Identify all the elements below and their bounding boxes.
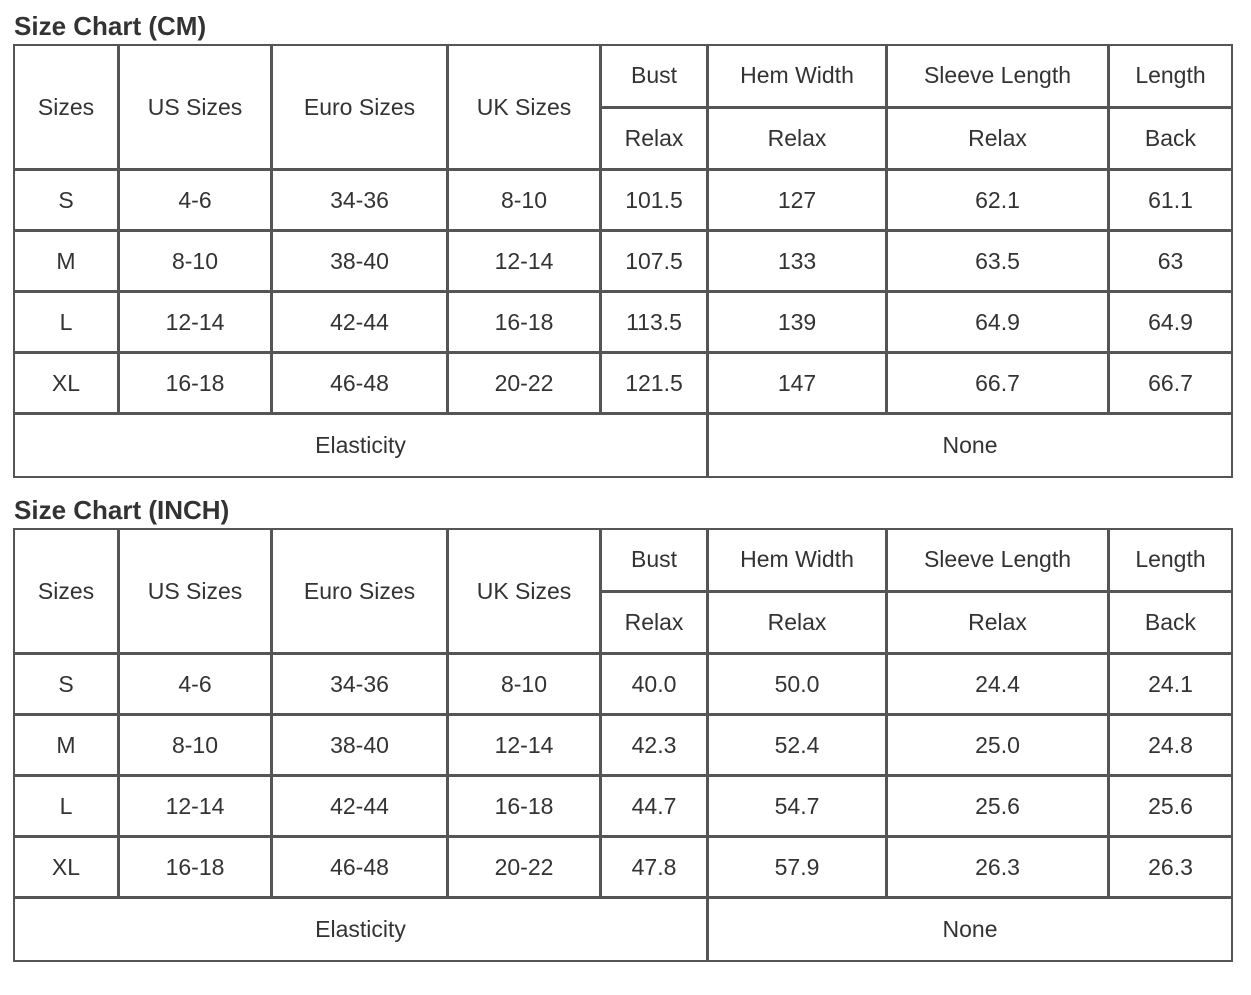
cell-size: M bbox=[15, 232, 120, 293]
cell-sleeve: 66.7 bbox=[888, 354, 1110, 415]
cell-bust: 101.5 bbox=[602, 171, 709, 232]
header-sleeve-length: Sleeve Length bbox=[888, 530, 1110, 593]
cell-sleeve: 25.0 bbox=[888, 716, 1110, 777]
cell-sleeve: 24.4 bbox=[888, 655, 1110, 716]
cell-hem: 147 bbox=[709, 354, 888, 415]
header-euro-sizes: Euro Sizes bbox=[273, 46, 449, 171]
cell-bust: 113.5 bbox=[602, 293, 709, 354]
subheader-sleeve-relax: Relax bbox=[888, 593, 1110, 656]
header-us-sizes: US Sizes bbox=[120, 530, 273, 655]
cell-hem: 52.4 bbox=[709, 716, 888, 777]
cell-sleeve: 25.6 bbox=[888, 777, 1110, 838]
cell-us: 12-14 bbox=[120, 293, 273, 354]
subheader-bust-relax: Relax bbox=[602, 109, 709, 172]
cell-uk: 20-22 bbox=[449, 354, 602, 415]
cell-us: 4-6 bbox=[120, 655, 273, 716]
table-row bbox=[15, 232, 1231, 293]
table-row bbox=[15, 838, 1231, 899]
cell-sleeve: 63.5 bbox=[888, 232, 1110, 293]
cell-sleeve: 62.1 bbox=[888, 171, 1110, 232]
cell-euro: 46-48 bbox=[273, 838, 449, 899]
header-us-sizes: US Sizes bbox=[120, 46, 273, 171]
size-table-inch bbox=[13, 528, 1233, 962]
header-uk-sizes: UK Sizes bbox=[449, 46, 602, 171]
cell-size: M bbox=[15, 716, 120, 777]
cell-hem: 50.0 bbox=[709, 655, 888, 716]
header-hem-width: Hem Width bbox=[709, 46, 888, 109]
cell-size: L bbox=[15, 293, 120, 354]
elasticity-label: Elasticity bbox=[15, 899, 709, 960]
header-bust: Bust bbox=[602, 46, 709, 109]
table-row bbox=[15, 716, 1231, 777]
cell-euro: 34-36 bbox=[273, 655, 449, 716]
elasticity-value: None bbox=[942, 432, 998, 458]
chart-title-cm: Size Chart (CM) bbox=[14, 11, 207, 41]
cell-size: XL bbox=[15, 354, 120, 415]
subheader-hem-relax: Relax bbox=[709, 593, 888, 656]
cell-length: 63 bbox=[1110, 232, 1231, 293]
table-row bbox=[15, 171, 1231, 232]
cell-uk: 12-14 bbox=[449, 716, 602, 777]
cell-bust: 44.7 bbox=[602, 777, 709, 838]
cell-hem: 139 bbox=[709, 293, 888, 354]
cell-euro: 38-40 bbox=[273, 232, 449, 293]
header-sizes: Sizes bbox=[15, 530, 120, 655]
cell-size: XL bbox=[15, 838, 120, 899]
cell-us: 12-14 bbox=[120, 777, 273, 838]
cell-size: L bbox=[15, 777, 120, 838]
header-sizes: Sizes bbox=[15, 46, 120, 171]
cell-us: 8-10 bbox=[120, 716, 273, 777]
header-sleeve-length: Sleeve Length bbox=[888, 46, 1110, 109]
cell-us: 4-6 bbox=[120, 171, 273, 232]
cell-length: 25.6 bbox=[1110, 777, 1231, 838]
cell-euro: 34-36 bbox=[273, 171, 449, 232]
table-row bbox=[15, 293, 1231, 354]
cell-length: 26.3 bbox=[1110, 838, 1231, 899]
cell-hem: 133 bbox=[709, 232, 888, 293]
elasticity-label: Elasticity bbox=[15, 415, 709, 476]
footer-row bbox=[15, 899, 1231, 960]
header-euro-sizes: Euro Sizes bbox=[273, 530, 449, 655]
cell-size: S bbox=[15, 171, 120, 232]
cell-hem: 57.9 bbox=[709, 838, 888, 899]
cell-uk: 16-18 bbox=[449, 777, 602, 838]
cell-length: 64.9 bbox=[1110, 293, 1231, 354]
header-hem-width: Hem Width bbox=[709, 530, 888, 593]
subheader-hem-relax: Relax bbox=[709, 109, 888, 172]
cell-uk: 8-10 bbox=[449, 171, 602, 232]
cell-us: 8-10 bbox=[120, 232, 273, 293]
cell-euro: 46-48 bbox=[273, 354, 449, 415]
cell-uk: 8-10 bbox=[449, 655, 602, 716]
cell-length: 24.8 bbox=[1110, 716, 1231, 777]
cell-bust: 121.5 bbox=[602, 354, 709, 415]
cell-sleeve: 26.3 bbox=[888, 838, 1110, 899]
cell-bust: 107.5 bbox=[602, 232, 709, 293]
header-length: Length bbox=[1110, 46, 1231, 109]
cell-us: 16-18 bbox=[120, 838, 273, 899]
subheader-sleeve-relax: Relax bbox=[888, 109, 1110, 172]
size-table-cm bbox=[13, 44, 1233, 478]
cell-length: 24.1 bbox=[1110, 655, 1231, 716]
cell-bust: 40.0 bbox=[602, 655, 709, 716]
table-row bbox=[15, 655, 1231, 716]
cell-uk: 12-14 bbox=[449, 232, 602, 293]
cell-sleeve: 64.9 bbox=[888, 293, 1110, 354]
header-bust: Bust bbox=[602, 530, 709, 593]
elasticity-value: None bbox=[942, 916, 998, 942]
header-length: Length bbox=[1110, 530, 1231, 593]
subheader-length-back: Back bbox=[1110, 593, 1231, 656]
table-row bbox=[15, 777, 1231, 838]
cell-hem: 54.7 bbox=[709, 777, 888, 838]
cell-euro: 38-40 bbox=[273, 716, 449, 777]
header-row bbox=[15, 46, 1231, 109]
cell-euro: 42-44 bbox=[273, 777, 449, 838]
cell-bust: 47.8 bbox=[602, 838, 709, 899]
cell-size: S bbox=[15, 655, 120, 716]
cell-bust: 42.3 bbox=[602, 716, 709, 777]
header-row bbox=[15, 530, 1231, 593]
footer-row bbox=[15, 415, 1231, 476]
cell-uk: 16-18 bbox=[449, 293, 602, 354]
cell-length: 61.1 bbox=[1110, 171, 1231, 232]
subheader-bust-relax: Relax bbox=[602, 593, 709, 656]
size-chart-cm bbox=[13, 8, 1233, 478]
cell-euro: 42-44 bbox=[273, 293, 449, 354]
cell-length: 66.7 bbox=[1110, 354, 1231, 415]
cell-us: 16-18 bbox=[120, 354, 273, 415]
subheader-length-back: Back bbox=[1110, 109, 1231, 172]
header-uk-sizes: UK Sizes bbox=[449, 530, 602, 655]
chart-title-inch: Size Chart (INCH) bbox=[14, 495, 230, 525]
cell-uk: 20-22 bbox=[449, 838, 602, 899]
cell-hem: 127 bbox=[709, 171, 888, 232]
size-chart-inch bbox=[13, 492, 1233, 962]
table-row bbox=[15, 354, 1231, 415]
